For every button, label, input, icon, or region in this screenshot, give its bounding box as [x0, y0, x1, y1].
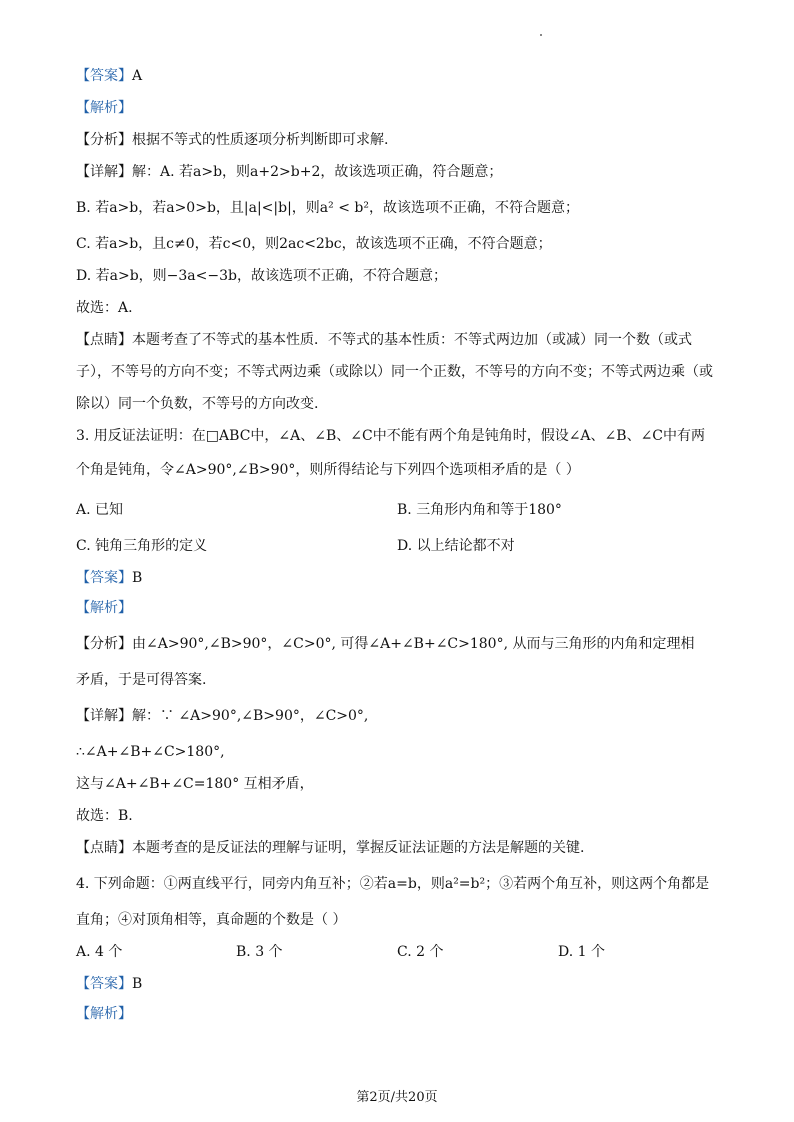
question-3-line-a: 3. 用反证法证明：在□ABC中，∠A、∠B、∠C中不能有两个角是钝角时，假设∠A、∠B、∠C中有两: [76, 428, 706, 444]
page-footer: 第2页/共20页: [356, 1090, 438, 1105]
q3-option-d: D. 以上结论都不对: [397, 538, 515, 554]
remark-line-1a: 【点睛】本题考查了不等式的基本性质．不等式的基本性质：不等式两边加（或减）同一个数（或式: [76, 332, 692, 348]
analysis-tag-3: [76, 598, 132, 618]
therefore-line-3: ∴∠A+∠B+∠C>180°,: [76, 744, 225, 760]
analysis-text-3b: 矛盾，于是可得答案.: [76, 672, 207, 688]
option-b-detail: B. 若a>b，若a>0>b，且|a|<|b|，则a² < b²，故该选项不正确，不符合题意；: [76, 200, 579, 216]
remark-line-1c: 除以）同一个负数，不等号的方向改变.: [76, 396, 319, 412]
q4-option-d: D. 1 个: [558, 944, 605, 960]
answer-tag: 【答案】: [76, 68, 132, 84]
q3-option-a: A. 已知: [76, 502, 124, 518]
analysis-tag: 【解析】: [76, 100, 132, 116]
remark-line-3: 【点睛】本题考查的是反证法的理解与证明，掌握反证法证题的方法是解题的关键.: [76, 840, 585, 856]
answer-line-4: [76, 974, 142, 994]
analysis-text-1: 【分析】根据不等式的性质逐项分析判断即可求解.: [76, 132, 389, 148]
answer-value: B: [132, 976, 143, 992]
choice-line-1: 故选：A.: [76, 300, 133, 316]
answer-tag: 【答案】: [76, 570, 132, 586]
q3-option-b: B. 三角形内角和等于180°: [397, 502, 562, 518]
q3-option-c: C. 钝角三角形的定义: [76, 538, 208, 554]
remark-line-1b: 子），不等号的方向不变；不等式两边乘（或除以）同一个正数，不等号的方向不变；不等式两边乘（或: [76, 364, 713, 380]
answer-value: B: [132, 570, 143, 586]
question-3-line-b: 个角是钝角，令∠A>90°,∠B>90°，则所得结论与下列四个选项相矛盾的是（ ）: [76, 462, 580, 478]
answer-line-1: [76, 66, 142, 86]
analysis-tag: 【解析】: [76, 600, 132, 616]
analysis-tag-1: [76, 98, 132, 118]
choice-line-3: 故选：B.: [76, 808, 133, 824]
analysis-tag: 【解析】: [76, 1006, 132, 1022]
detail-line-1: 【详解】解：A. 若a>b，则a+2>b+2，故该选项正确，符合题意；: [76, 164, 503, 180]
q4-option-b: B. 3 个: [236, 944, 283, 960]
analysis-tag-4: [76, 1004, 132, 1024]
question-4-line-b: 直角；④对顶角相等，真命题的个数是（ ）: [76, 912, 347, 928]
question-4-line-a: 4. 下列命题：①两直线平行，同旁内角互补；②若a=b，则a²=b²；③若两个角互补，则这两个角都是: [76, 876, 710, 892]
option-d-detail: D. 若a>b，则−3a<−3b，故该选项不正确，不符合题意；: [76, 268, 447, 284]
detail-line-3: 【详解】解：∵ ∠A>90°,∠B>90°，∠C>0°,: [76, 708, 369, 724]
option-c-detail: C. 若a>b，且c≠0，若c<0，则2ac<2bc，故该选项不正确，不符合题意；: [76, 236, 552, 252]
q4-option-a: A. 4 个: [76, 944, 123, 960]
answer-tag: 【答案】: [76, 976, 132, 992]
answer-value: A: [132, 68, 143, 84]
q4-option-c: C. 2 个: [397, 944, 444, 960]
contradiction-line-3: 这与∠A+∠B+∠C=180° 互相矛盾，: [76, 776, 314, 792]
answer-line-3: [76, 568, 142, 588]
corner-mark: [540, 34, 542, 36]
analysis-text-3a: 【分析】由∠A>90°,∠B>90°，∠C>0°, 可得∠A+∠B+∠C>180°, 从而与三角形的内角和定理相: [76, 636, 695, 652]
